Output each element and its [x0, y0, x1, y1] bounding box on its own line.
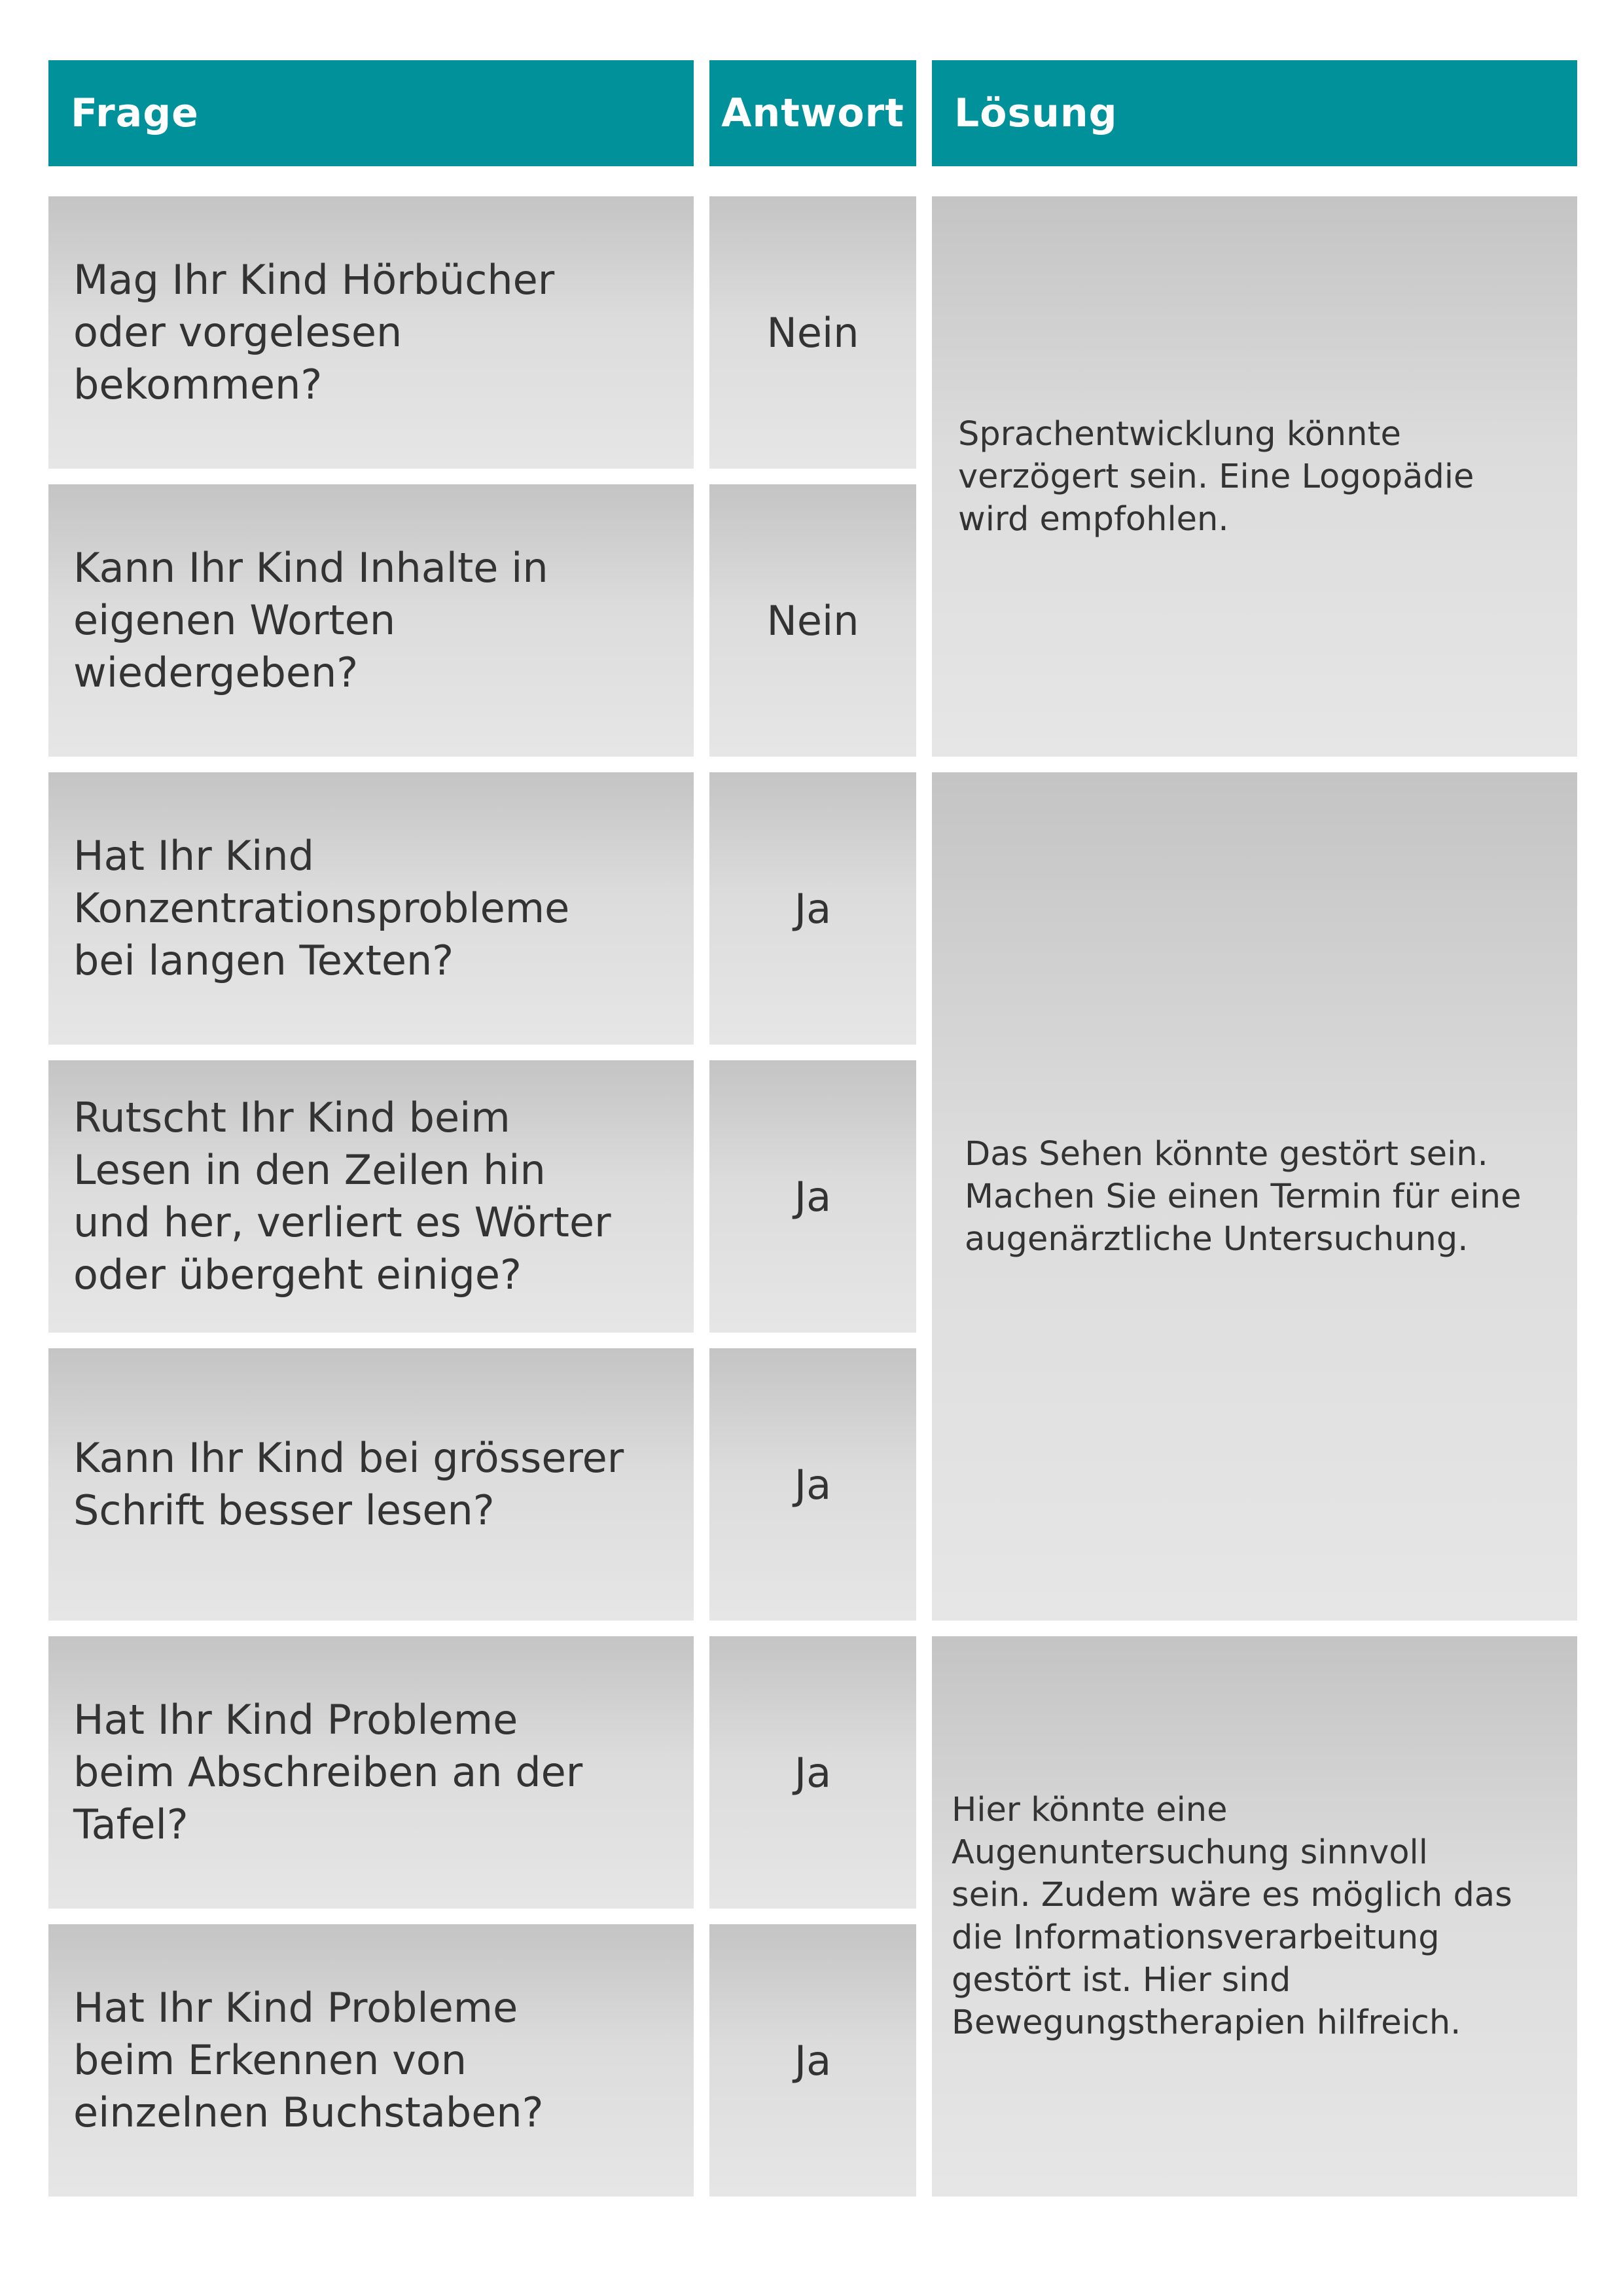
header-solution-label: Lösung [954, 90, 1118, 136]
solution-cell [932, 196, 1577, 757]
question-cell [48, 772, 694, 1045]
answer-text: Ja [794, 1460, 832, 1509]
answer-text: Ja [794, 884, 832, 933]
question-cell [48, 196, 694, 469]
solution-text: Sprachentwicklung könnte verzögert sein. Eine Logopädie wird empfohlen. [958, 414, 1474, 539]
answer-text: Ja [794, 1748, 832, 1797]
answer-cell [709, 196, 916, 469]
answer-text: Nein [766, 308, 859, 357]
header-question [48, 60, 694, 166]
answer-cell [709, 1348, 916, 1621]
header-solution [932, 60, 1577, 166]
question-text: Hat Ihr Kind Probleme beim Abschreiben an der Tafel? [73, 1696, 583, 1848]
header-answer [709, 60, 916, 166]
solution-cell [932, 1636, 1577, 2197]
solution-cell [932, 772, 1577, 1621]
question-text: Mag Ihr Kind Hörbücher oder vorgelesen bekommen? [73, 256, 555, 408]
answer-text: Nein [766, 596, 859, 645]
question-text: Rutscht Ihr Kind beim Lesen in den Zeilen hin und her, verliert es Wörter oder übergeht einige? [73, 1094, 611, 1299]
answer-cell [709, 1924, 916, 2197]
answer-cell [709, 484, 916, 757]
answer-text: Ja [794, 2036, 832, 2085]
solution-text: Das Sehen könnte gestört sein. Machen Sie einen Termin für eine augenärztliche Untersuchung. [965, 1134, 1522, 1259]
question-cell [48, 1924, 694, 2197]
question-text: Hat Ihr Kind Konzentrationsprobleme bei langen Texten? [73, 832, 570, 984]
question-text: Hat Ihr Kind Probleme beim Erkennen von einzelnen Buchstaben? [73, 1984, 544, 2136]
question-cell [48, 1060, 694, 1333]
answer-cell [709, 1060, 916, 1333]
header-question-label: Frage [71, 90, 199, 136]
answer-text: Ja [794, 1172, 832, 1221]
question-cell [48, 1348, 694, 1621]
answer-cell [709, 1636, 916, 1909]
header-answer-label: Antwort [721, 90, 904, 136]
question-cell [48, 484, 694, 757]
question-cell [48, 1636, 694, 1909]
question-text: Kann Ihr Kind bei grösserer Schrift besser lesen? [73, 1434, 624, 1534]
answer-cell [709, 772, 916, 1045]
question-text: Kann Ihr Kind Inhalte in eigenen Worten wiedergeben? [73, 544, 548, 696]
solution-text: Hier könnte eine Augenuntersuchung sinnvoll sein. Zudem wäre es möglich das die Informationsverarbeitung gestört ist. Hier sind Bewegungstherapien hilfreich. [952, 1791, 1512, 2042]
